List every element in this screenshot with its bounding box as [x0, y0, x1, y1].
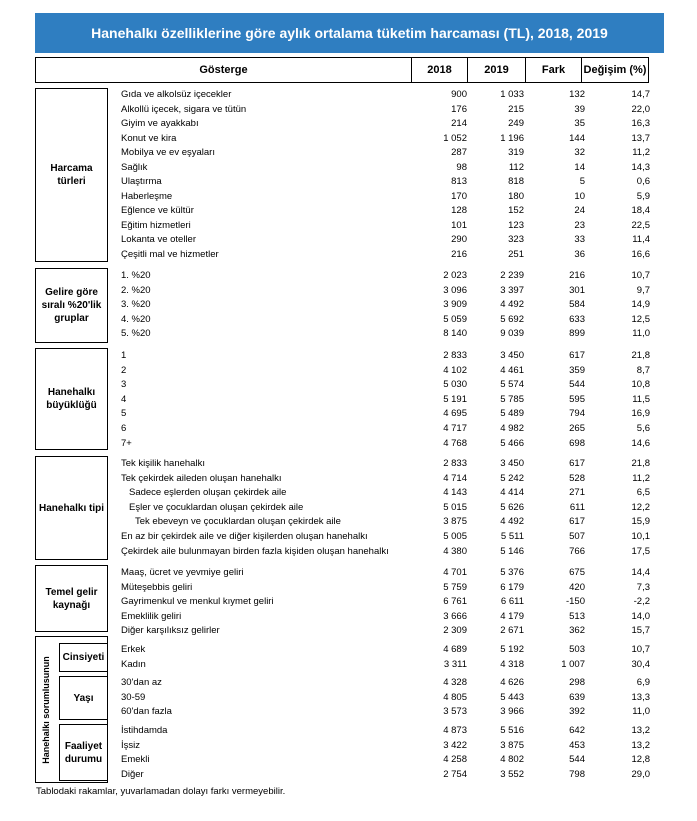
value-2019: 5 192 — [500, 644, 524, 655]
value-degisim: 16,9 — [631, 408, 650, 419]
row-label: Gıda ve alkolsüz içecekler — [121, 89, 232, 100]
value-2019: 5 511 — [500, 531, 524, 542]
value-degisim: 22,5 — [631, 220, 650, 231]
table-row — [0, 610, 697, 624]
group-hanehalki-sorumlusu-label: Hanehalkı sorumlusunun — [41, 656, 51, 764]
table-row — [0, 581, 697, 595]
table-row — [0, 146, 697, 160]
value-2018: 2 833 — [443, 350, 467, 361]
value-fark: 14 — [574, 162, 585, 173]
value-fark: 766 — [569, 546, 585, 557]
table-row — [0, 595, 697, 609]
value-2018: 4 328 — [443, 677, 467, 688]
header-2019: 2019 — [484, 64, 509, 76]
value-fark: 611 — [569, 502, 585, 513]
row-label: Çeşitli mal ve hizmetler — [121, 249, 219, 260]
value-degisim: 16,3 — [631, 118, 650, 129]
row-label: 7+ — [121, 438, 132, 449]
table-row — [0, 545, 697, 559]
value-degisim: 15,7 — [631, 625, 650, 636]
value-2019: 1 196 — [500, 133, 524, 144]
table-row — [0, 190, 697, 204]
value-fark: 216 — [569, 270, 585, 281]
value-fark: 617 — [569, 350, 585, 361]
value-2018: 4 873 — [443, 725, 467, 736]
value-fark: 544 — [569, 379, 585, 390]
value-2019: 4 414 — [500, 487, 524, 498]
value-degisim: 0,6 — [636, 176, 650, 187]
value-degisim: 21,8 — [631, 458, 650, 469]
value-fark: 10 — [574, 191, 585, 202]
row-label: 4. %20 — [121, 314, 151, 325]
value-2018: 4 701 — [443, 567, 467, 578]
table-row — [0, 349, 697, 363]
table-row — [0, 530, 697, 544]
table-row — [0, 378, 697, 392]
row-label: Eğlence ve kültür — [121, 205, 194, 216]
row-label: Lokanta ve oteller — [121, 234, 196, 245]
row-label: 4 — [121, 394, 127, 405]
value-degisim: 5,9 — [636, 191, 650, 202]
value-fark: 584 — [569, 299, 585, 310]
value-2019: 2 239 — [500, 270, 524, 281]
value-2018: 98 — [456, 162, 467, 173]
table-row — [0, 422, 697, 436]
value-degisim: 12,5 — [631, 314, 650, 325]
value-2019: 4 492 — [500, 299, 524, 310]
value-fark: 698 — [569, 438, 585, 449]
value-2019: 6 179 — [500, 582, 524, 593]
row-label: Maaş, ücret ve yevmiye geliri — [121, 567, 244, 578]
value-2018: 290 — [451, 234, 467, 245]
row-label: Sağlık — [121, 162, 148, 173]
row-label: 2 — [121, 365, 127, 376]
value-2018: 3 422 — [443, 740, 467, 751]
value-2019: 4 318 — [500, 659, 524, 670]
table-row — [0, 103, 697, 117]
value-2019: 4 982 — [500, 423, 524, 434]
value-fark: 794 — [569, 408, 585, 419]
value-2018: 3 666 — [443, 611, 467, 622]
row-label: Eşler ve çocuklardan oluşan çekirdek aile — [129, 502, 304, 513]
value-2019: 323 — [508, 234, 524, 245]
value-2018: 3 096 — [443, 285, 467, 296]
value-2019: 5 785 — [500, 394, 524, 405]
value-degisim: 6,9 — [636, 677, 650, 688]
table-row — [0, 233, 697, 247]
value-fark: 595 — [569, 394, 585, 405]
group-hanehalki-tipi: Hanehalkı tipi — [35, 456, 108, 560]
value-2018: 4 768 — [443, 438, 467, 449]
table-row — [0, 88, 697, 102]
value-2019: 5 242 — [500, 473, 524, 484]
row-label: 3. %20 — [121, 299, 151, 310]
value-fark: 617 — [569, 516, 585, 527]
row-label: 2. %20 — [121, 285, 151, 296]
row-label: Sadece eşlerden oluşan çekirdek aile — [129, 487, 287, 498]
value-fark: 798 — [569, 769, 585, 780]
row-label: Çekirdek aile bulunmayan birden fazla kişiden oluşan hanehalkı — [121, 546, 389, 557]
row-label: Diğer karşılıksız gelirler — [121, 625, 220, 636]
value-degisim: 17,5 — [631, 546, 650, 557]
value-fark: 642 — [569, 725, 585, 736]
value-2019: 112 — [508, 162, 524, 173]
value-fark: 639 — [569, 692, 585, 703]
value-2018: 3 311 — [443, 659, 467, 670]
value-2019: 5 489 — [500, 408, 524, 419]
row-label: En az bir çekirdek aile ve diğer kişilerden oluşan hanehalkı — [121, 531, 368, 542]
value-degisim: 10,8 — [631, 379, 650, 390]
value-2019: 3 552 — [500, 769, 524, 780]
value-2018: 5 191 — [443, 394, 467, 405]
value-fark: 23 — [574, 220, 585, 231]
value-2019: 5 516 — [500, 725, 524, 736]
value-fark: 24 — [574, 205, 585, 216]
value-2018: 4 102 — [443, 365, 467, 376]
value-2018: 813 — [451, 176, 467, 187]
value-2019: 251 — [508, 249, 524, 260]
value-2018: 128 — [451, 205, 467, 216]
row-label: 3 — [121, 379, 127, 390]
row-label: Emeklilik geliri — [121, 611, 182, 622]
value-2019: 3 450 — [500, 458, 524, 469]
value-2019: 4 492 — [500, 516, 524, 527]
value-degisim: 9,7 — [636, 285, 650, 296]
row-label: Alkollü içecek, sigara ve tütün — [121, 104, 247, 115]
value-2018: 176 — [451, 104, 467, 115]
value-degisim: 10,1 — [631, 531, 650, 542]
header-degisim: Değişim (%) — [583, 64, 647, 76]
subgroup-yasi: Yaşı — [59, 676, 108, 720]
value-fark: 392 — [569, 706, 585, 717]
value-2018: 3 875 — [443, 516, 467, 527]
value-degisim: 13,2 — [631, 725, 650, 736]
table-row — [0, 437, 697, 451]
value-2018: 4 380 — [443, 546, 467, 557]
value-2019: 3 966 — [500, 706, 524, 717]
table-header — [35, 57, 649, 83]
value-degisim: 18,4 — [631, 205, 650, 216]
value-2018: 8 140 — [443, 328, 467, 339]
table-row — [0, 768, 697, 782]
value-2019: 4 626 — [500, 677, 524, 688]
value-2019: 5 443 — [500, 692, 524, 703]
value-2019: 249 — [508, 118, 524, 129]
row-label: 1 — [121, 350, 127, 361]
value-2019: 5 376 — [500, 567, 524, 578]
value-degisim: 16,6 — [631, 249, 650, 260]
value-fark: 528 — [569, 473, 585, 484]
value-degisim: 13,2 — [631, 740, 650, 751]
value-2018: 5 759 — [443, 582, 467, 593]
value-2018: 2 309 — [443, 625, 467, 636]
table-row — [0, 298, 697, 312]
value-2018: 2 023 — [443, 270, 467, 281]
table-row — [0, 364, 697, 378]
value-2019: 6 611 — [500, 596, 524, 607]
value-2018: 4 695 — [443, 408, 467, 419]
value-fark: 675 — [569, 567, 585, 578]
value-degisim: 11,5 — [632, 394, 650, 405]
value-2018: 5 030 — [443, 379, 467, 390]
value-fark: 513 — [569, 611, 585, 622]
value-degisim: 14,9 — [631, 299, 650, 310]
value-degisim: 15,9 — [631, 516, 650, 527]
value-fark: 36 — [574, 249, 585, 260]
value-2018: 2 833 — [443, 458, 467, 469]
value-fark: 132 — [569, 89, 585, 100]
row-label: 30'dan az — [121, 677, 162, 688]
row-label: Konut ve kira — [121, 133, 177, 144]
value-2018: 4 805 — [443, 692, 467, 703]
value-fark: 544 — [569, 754, 585, 765]
value-degisim: 5,6 — [636, 423, 650, 434]
row-label: Kadın — [121, 659, 146, 670]
row-label: Giyim ve ayakkabı — [121, 118, 199, 129]
table-row — [0, 658, 697, 672]
value-2018: 4 258 — [443, 754, 467, 765]
value-fark: 899 — [569, 328, 585, 339]
value-fark: 265 — [569, 423, 585, 434]
value-2018: 2 754 — [443, 769, 467, 780]
value-2019: 9 039 — [500, 328, 524, 339]
value-degisim: 6,5 — [636, 487, 650, 498]
value-2019: 2 671 — [500, 625, 524, 636]
value-2019: 3 875 — [500, 740, 524, 751]
value-2018: 6 761 — [443, 596, 467, 607]
value-2019: 215 — [508, 104, 524, 115]
table-row — [0, 691, 697, 705]
value-2019: 4 802 — [500, 754, 524, 765]
value-2018: 900 — [451, 89, 467, 100]
table-row — [0, 739, 697, 753]
table-row — [0, 248, 697, 262]
table-row — [0, 117, 697, 131]
value-fark: 271 — [569, 487, 585, 498]
value-degisim: 12,2 — [631, 502, 650, 513]
row-label: Tek ebeveyn ve çocuklardan oluşan çekirdek aile — [135, 516, 341, 527]
table-row — [0, 676, 697, 690]
value-2018: 1 052 — [443, 133, 467, 144]
value-fark: 301 — [569, 285, 585, 296]
row-label: 60'dan fazla — [121, 706, 172, 717]
table-row — [0, 486, 697, 500]
value-2019: 5 692 — [500, 314, 524, 325]
value-degisim: -2,2 — [633, 596, 650, 607]
table-row — [0, 393, 697, 407]
table-row — [0, 284, 697, 298]
value-2019: 3 397 — [500, 285, 524, 296]
value-degisim: 11,2 — [632, 147, 650, 158]
value-fark: 35 — [574, 118, 585, 129]
value-2019: 180 — [508, 191, 524, 202]
value-degisim: 8,7 — [636, 365, 650, 376]
value-fark: 144 — [569, 133, 585, 144]
value-2019: 5 146 — [500, 546, 524, 557]
row-label: Eğitim hizmetleri — [121, 220, 191, 231]
value-2019: 5 466 — [500, 438, 524, 449]
row-label: Gayrimenkul ve menkul kıymet geliri — [121, 596, 274, 607]
table-row — [0, 724, 697, 738]
value-fark: -150 — [565, 596, 585, 607]
value-degisim: 14,7 — [631, 89, 650, 100]
value-degisim: 14,0 — [631, 611, 650, 622]
value-2019: 5 574 — [500, 379, 524, 390]
value-2019: 818 — [508, 176, 524, 187]
value-degisim: 12,8 — [631, 754, 650, 765]
table-row — [0, 161, 697, 175]
table-row — [0, 204, 697, 218]
value-2018: 170 — [451, 191, 467, 202]
row-label: 30-59 — [121, 692, 146, 703]
row-label: 6 — [121, 423, 127, 434]
footnote: Tablodaki rakamlar, yuvarlamadan dolayı farkı vermeyebilir. — [36, 786, 286, 797]
value-2018: 4 717 — [443, 423, 467, 434]
value-degisim: 11,2 — [632, 473, 650, 484]
value-2018: 4 143 — [443, 487, 467, 498]
value-fark: 420 — [569, 582, 585, 593]
value-2019: 1 033 — [500, 89, 524, 100]
group-harcama-turleri: Harcama türleri — [35, 88, 108, 262]
value-degisim: 21,8 — [631, 350, 650, 361]
group-hanehalki-buyuklugu: Hanehalkı büyüklüğü — [35, 348, 108, 450]
subgroup-cinsiyeti: Cinsiyeti — [59, 643, 108, 672]
value-2018: 287 — [451, 147, 467, 158]
group-temel-gelir-kaynagi: Temel gelir kaynağı — [35, 565, 108, 632]
row-label: 5 — [121, 408, 127, 419]
table-row — [0, 407, 697, 421]
row-label: İşsiz — [121, 740, 140, 751]
value-degisim: 10,7 — [631, 270, 650, 281]
value-degisim: 14,4 — [631, 567, 650, 578]
row-label: Diğer — [121, 769, 144, 780]
value-fark: 362 — [569, 625, 585, 636]
table-row — [0, 643, 697, 657]
value-degisim: 11,0 — [632, 328, 650, 339]
row-label: Mobilya ve ev eşyaları — [121, 147, 215, 158]
table-title: Hanehalkı özelliklerine göre aylık ortalama tüketim harcaması (TL), 2018, 2019 — [35, 13, 664, 53]
row-label: Ulaştırma — [121, 176, 162, 187]
value-fark: 33 — [574, 234, 585, 245]
value-degisim: 14,3 — [631, 162, 650, 173]
row-label: 1. %20 — [121, 270, 151, 281]
value-fark: 1 007 — [561, 659, 585, 670]
table-row — [0, 705, 697, 719]
value-2018: 101 — [451, 220, 467, 231]
value-2019: 4 179 — [500, 611, 524, 622]
value-2019: 3 450 — [500, 350, 524, 361]
value-fark: 633 — [569, 314, 585, 325]
table-row — [0, 566, 697, 580]
value-2018: 5 005 — [443, 531, 467, 542]
group-gelir-gruplari: Gelire göre sıralı %20'lik gruplar — [35, 268, 108, 343]
value-fark: 617 — [569, 458, 585, 469]
table-row — [0, 457, 697, 471]
value-fark: 453 — [569, 740, 585, 751]
row-label: Emekli — [121, 754, 150, 765]
value-fark: 359 — [569, 365, 585, 376]
subgroup-faaliyet-durumu: Faaliyet durumu — [59, 724, 108, 781]
value-degisim: 22,0 — [631, 104, 650, 115]
value-degisim: 10,7 — [631, 644, 650, 655]
header-gosterge: Gösterge — [199, 64, 248, 76]
value-2018: 5 059 — [443, 314, 467, 325]
value-degisim: 13,3 — [631, 692, 650, 703]
table-row — [0, 219, 697, 233]
table-row — [0, 501, 697, 515]
value-fark: 507 — [569, 531, 585, 542]
value-2018: 4 689 — [443, 644, 467, 655]
value-degisim: 11,0 — [632, 706, 650, 717]
value-degisim: 29,0 — [631, 769, 650, 780]
value-fark: 298 — [569, 677, 585, 688]
row-label: Tek çekirdek aileden oluşan hanehalkı — [121, 473, 282, 484]
table-row — [0, 624, 697, 638]
value-degisim: 7,3 — [636, 582, 650, 593]
header-fark: Fark — [541, 64, 566, 76]
row-label: Tek kişilik hanehalkı — [121, 458, 205, 469]
value-2019: 319 — [508, 147, 524, 158]
table-row — [0, 515, 697, 529]
table-row — [0, 313, 697, 327]
row-label: Haberleşme — [121, 191, 173, 202]
table-row — [0, 175, 697, 189]
value-2018: 4 714 — [443, 473, 467, 484]
value-2019: 123 — [508, 220, 524, 231]
value-2018: 214 — [451, 118, 467, 129]
row-label: İstihdamda — [121, 725, 168, 736]
value-2018: 216 — [451, 249, 467, 260]
table-row — [0, 132, 697, 146]
table-row — [0, 327, 697, 341]
value-degisim: 11,4 — [632, 234, 650, 245]
header-2018: 2018 — [427, 64, 452, 76]
row-label: Erkek — [121, 644, 146, 655]
value-degisim: 14,6 — [631, 438, 650, 449]
row-label: 5. %20 — [121, 328, 151, 339]
value-2018: 3 573 — [443, 706, 467, 717]
value-fark: 5 — [579, 176, 585, 187]
value-2019: 4 461 — [500, 365, 524, 376]
value-2019: 5 626 — [500, 502, 524, 513]
value-degisim: 30,4 — [631, 659, 650, 670]
value-2019: 152 — [508, 205, 524, 216]
value-fark: 32 — [574, 147, 585, 158]
value-2018: 3 909 — [443, 299, 467, 310]
value-2018: 5 015 — [443, 502, 467, 513]
row-label: Müteşebbis geliri — [121, 582, 193, 593]
table-row — [0, 472, 697, 486]
value-fark: 503 — [569, 644, 585, 655]
value-fark: 39 — [574, 104, 585, 115]
value-degisim: 13,7 — [631, 133, 650, 144]
table-row — [0, 269, 697, 283]
table-row — [0, 753, 697, 767]
